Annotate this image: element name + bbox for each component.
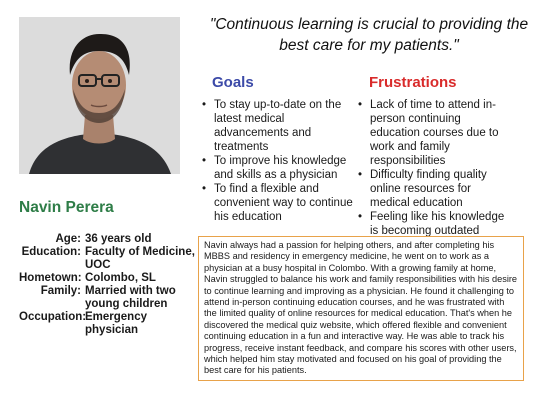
detail-row-occupation bbox=[19, 311, 199, 337]
detail-value: 36 years old bbox=[85, 233, 152, 245]
goal-item: • To find a flexible and convenient way to continue his education bbox=[202, 182, 362, 224]
detail-label: Age: bbox=[55, 233, 81, 245]
persona-quote: "Continuous learning is crucial to providing the best care for my patients." bbox=[209, 16, 529, 54]
frustration-item: • Lack of time to attend in-person continuing education courses due to work and family responsibilities bbox=[358, 98, 508, 168]
detail-label: Hometown: bbox=[19, 272, 82, 284]
detail-value: Married with two young children bbox=[85, 285, 176, 310]
persona-bio: Navin always had a passion for helping others, and after completing his MBBS and residency in emergency medicine, he went on to work as a physician at a busy hospital in Colombo. With a growing family at home, Navin struggled to balance his work and family responsibilities with his desire to continue learning and improving as a physician. He found it challenging to attend in-person continuing education courses, and he was frustrated with the limited quality of online resources for medical education. That's when he discovered the medical quiz website, which offered flexible and convenient continuing education in a fun and interactive way. He was able to track his progress, receive instant feedback, and compare his scores with other users, which helped him stay motivated and focused on his goal of providing the best care for his patients. bbox=[198, 236, 524, 381]
detail-value: Faculty of Medicine, UOC bbox=[85, 246, 195, 271]
frustration-item: • Feeling like his knowledge is becoming outdated bbox=[358, 210, 508, 238]
detail-value: Emergency physician bbox=[85, 311, 148, 336]
goals-list bbox=[202, 98, 362, 224]
goal-item: • To stay up-to-date on the latest medical advancements and treatments bbox=[202, 98, 362, 154]
detail-value: Colombo, SL bbox=[85, 272, 156, 284]
persona-name: Navin Perera bbox=[19, 199, 114, 216]
frustrations-list bbox=[358, 98, 508, 238]
frustration-item: • Difficulty finding quality online resources for medical education bbox=[358, 168, 508, 210]
detail-row-age bbox=[19, 233, 199, 246]
detail-row-hometown bbox=[19, 272, 199, 285]
profile-photo bbox=[19, 17, 180, 174]
detail-row-family bbox=[19, 285, 199, 311]
frustrations-title: Frustrations bbox=[369, 74, 457, 91]
detail-label: Education: bbox=[21, 246, 81, 258]
detail-row-education bbox=[19, 246, 199, 272]
detail-label: Occupation: bbox=[19, 311, 87, 323]
goal-item: • To improve his knowledge and skills as a physician bbox=[202, 154, 362, 182]
detail-label: Family: bbox=[40, 285, 81, 297]
goals-title: Goals bbox=[212, 74, 254, 91]
person-portrait-icon bbox=[19, 17, 180, 174]
persona-details bbox=[19, 233, 199, 337]
